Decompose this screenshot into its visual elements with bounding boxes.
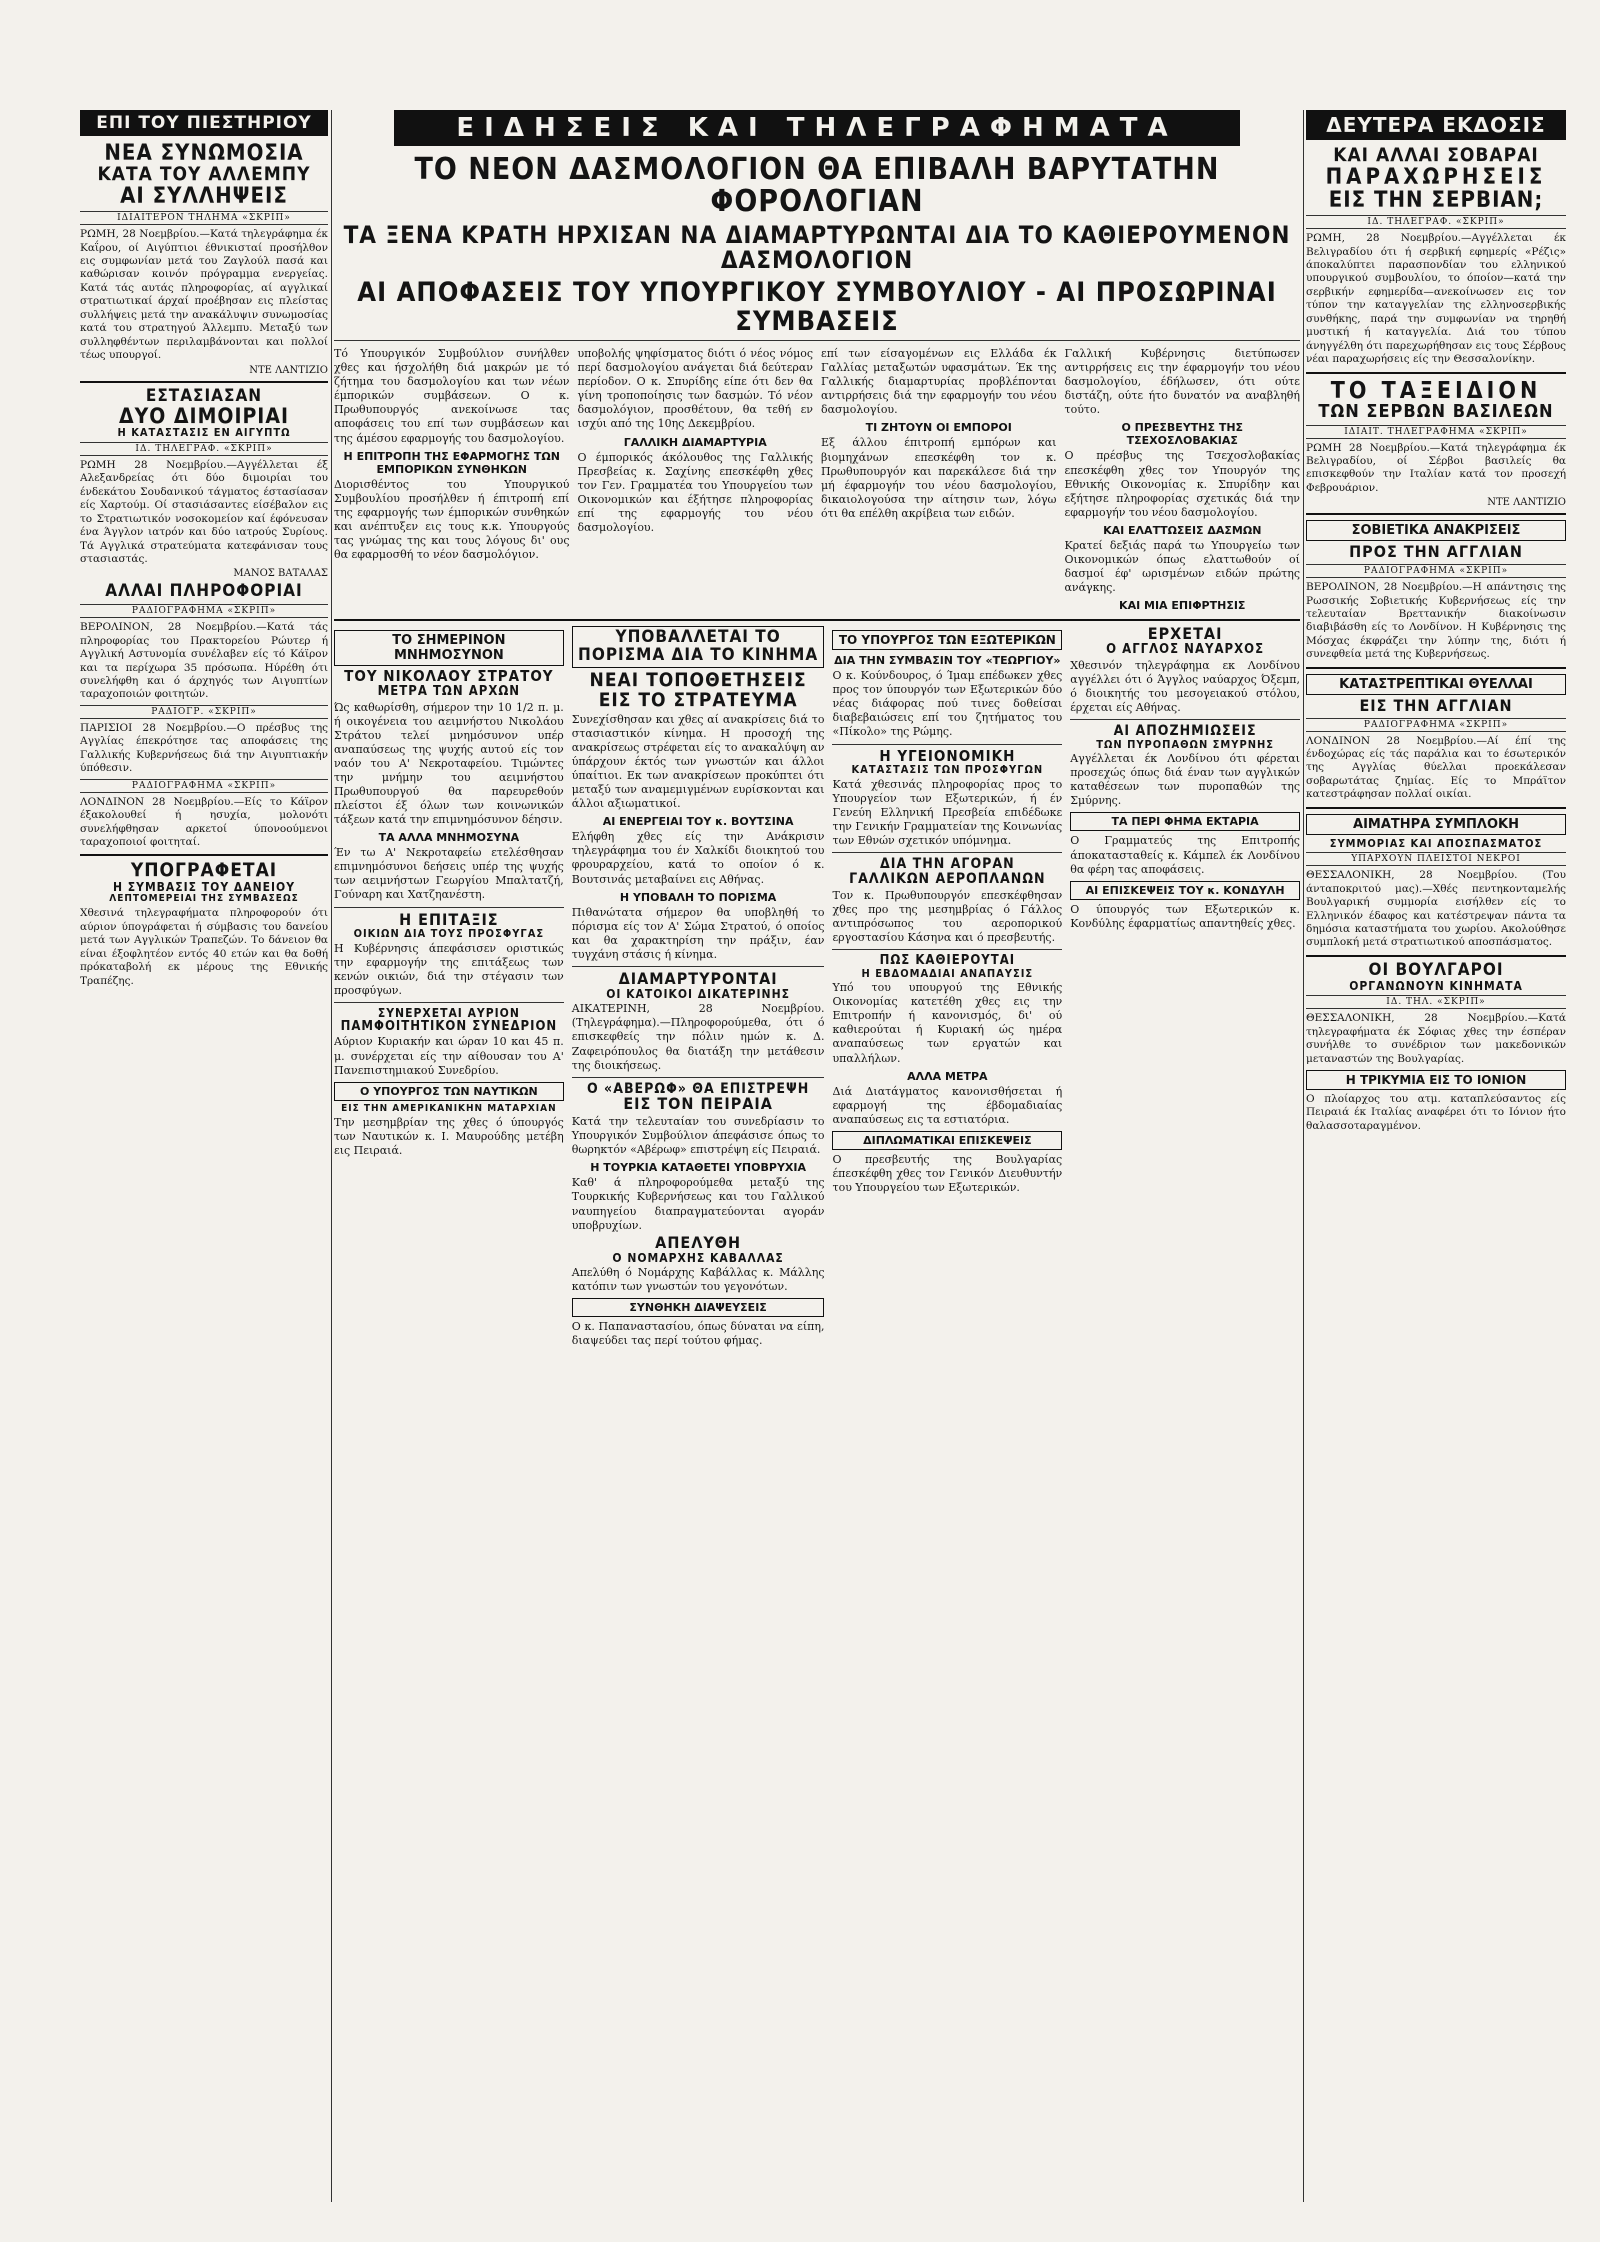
right-h1-3: ΕΙΣ ΤΗΝ ΣΕΡΒΙΑΝ; xyxy=(1328,188,1544,214)
column-rule xyxy=(331,110,332,2202)
right-h5-1: ΑΙΜΑΤΗΡΑ ΣΥΜΠΛΟΚΗ xyxy=(1306,814,1566,835)
requisition-headline-2: ΟΙΚΙΩΝ ΔΙΑ ΤΟΥΣ ΠΡΟΣΦΥΓΑΣ xyxy=(353,927,545,941)
right-signature-2: ΝΤΕ ΛΑΝΤΙΖΙΟ xyxy=(1487,497,1566,509)
left-kicker-5: ΡΑΔΙΟΓΡΑΦΗΜΑ «ΣΚΡΙΠ» xyxy=(80,779,328,793)
verdict-subhead: ΑΙ ΕΝΕΡΓΕΙΑΙ ΤΟΥ κ. ΒΟΥΤΣΙΝΑ xyxy=(602,815,794,829)
tariff-col-b-2: Ο έμπορικός άκόλουθος της Γαλλικής Πρεσβείας κ. Σαχίνης επεσκέφθη χθες τον Γεν. Γραμματέα του Υπουργείου των Οικονομικών και έξήτησε πληροφορίας επί της εφαρμογής του νέου δασμολογίου. xyxy=(577,450,813,534)
left-story-2: ΡΩΜΗ 28 Νοεμβρίου.—Αγγέλλεται έξ Αλεξανδρείας ότι δύο διμοιρίαι του ένδεκάτου Σουδανικού τάγματος έστασίασαν είς Χαρτούμ. Οί στασιάσαντες είσέβαλον εις το Στρατιωτικόν νοσοκομείον καί έφόνευσαν ένα Άγγλον ιατρόν και δύο ιατρούς Συρίους. Τά Αγγλικά στρατεύματα κατεφάνισαν τους στασιαστάς. xyxy=(80,458,328,565)
admiral-headline-1: ΕΡΧΕΤΑΙ xyxy=(1147,624,1223,644)
tariff-col-d: Γαλλική Κυβέρνησις διετύπωσεν αντιρρήσεις εις την έφαρμογήν του νέου δασμολογίου, έδήλωσεν, ότι ούτε διστάζη, ούτε ήτο δυνατόν να αναβληθή τούτο. xyxy=(1064,347,1300,417)
foreign-minister-headline: ΤΟ ΥΠΟΥΡΓΟΣ ΤΩΝ ΕΞΩΤΕΡΙΚΩΝ xyxy=(832,630,1062,650)
tariff-story-grid xyxy=(334,345,1300,614)
left-kicker-2: ΙΔ. ΤΗΛΕΓΡΑΦ. «ΣΚΡΙΠ» xyxy=(80,442,328,456)
right-story-1: ΡΩΜΗ, 28 Νοεμβρίου.—Αγγέλλεται έκ Βελιγραδίου ότι ή σερβική εφημερίς «Ρέζις» άποκαλύπτει παρασπονδίαν του ελληνικού υπουργικού συμβουλίου, το όποίον—κατά την σερβικήν εφημερίδα—ανεκοίνωσεν εις τον τύπον την καταγγελίαν της ελληνοσερβικής συνθήκης, παρά την συμφωνίαν να τηρηθή μυστική ή καταγγελία. Διά του τύπου άνηγγέλθη ότι παρεχωρήθησαν εις τους Σέρβους νέαι παραχωρήσεις είς την Θεσσαλονίκην. xyxy=(1306,232,1566,366)
verdict-headline-2: ΝΕΑΙ ΤΟΠΟΘΕΤΗΣΕΙΣ ΕΙΣ ΤΟ ΣΤΡΑΤΕΥΜΑ xyxy=(589,668,807,711)
navy-headline-1: Ο ΥΠΟΥΡΓΟΣ ΤΩΝ ΝΑΥΤΙΚΩΝ xyxy=(334,1082,564,1101)
mid-headline-2: ΤΑ ΞΕΝΑ ΚΡΑΤΗ ΗΡΧΙΣΑΝ ΝΑ ΔΙΑΜΑΡΤΥΡΩΝΤΑΙ ΔΙΑ ΤΟ ΚΑΘΙΕΡΟΥΜΕΝΟΝ ΔΑΣΜΟΛΟΓΙΟΝ xyxy=(343,221,1291,275)
left-headline-3: ΑΙ ΣΥΛΛΗΨΕΙΣ xyxy=(120,184,288,210)
right-kicker-4: ΡΑΔΙΟΓΡΑΦΗΜΑ «ΣΚΡΙΠ» xyxy=(1306,718,1566,732)
memorial-headline-3: ΜΕΤΡΑ ΤΩΝ ΑΡΧΩΝ xyxy=(377,683,521,699)
right-h3-1: ΣΟΒΙΕΤΙΚΑ ΑΝΑΚΡΙΣΕΙΣ xyxy=(1306,520,1566,541)
right-h4-1: ΚΑΤΑΣΤΡΕΠΤΙΚΑΙ ΘΥΕΛΛΑΙ xyxy=(1306,674,1566,695)
tariff-col-a-2: Διορισθέντος του Υπουργικού Συμβουλίου προσήλθεν ή έπιτροπή επί της εφαρμογής των έμπορικών συνθηκών και ανέπτυξεν εις τους κ.κ. Υπουργούς τας γνώμας της και τους λόγους δι' ους θα εφαρμοσθή το νέον δασμολόγιον. xyxy=(334,477,570,561)
congress-headline-1: ΣΥΝΕΡΧΕΤΑΙ ΑΥΡΙΟΝ xyxy=(377,1006,520,1021)
dismissed-headline-2: Ο ΝΟΜΑΡΧΗΣ ΚΑΒΑΛΛΑΣ xyxy=(612,1250,784,1265)
tariff-col-b-subhead: ΓΑΛΛΙΚΗ ΔΙΑΜΑΡΤΥΡΙΑ xyxy=(623,435,767,449)
tariff-col-d-3: Κρατεί δεξιάς παρά τω Υπουργείω των Οικονομικών όπως ελαττωθούν οί δασμοί έφ' ωρισμένων ειδών πρώτης ανάγκης. xyxy=(1064,538,1300,595)
memorial-story-2: Έν τω Α' Νεκροταφείω ετελέσθησαν επιμνημόσυνοι δεήσεις υπέρ της ψυχής των αειμνήστων Γεωργίου Μπαλτατζή, Γούναρη και Χατζηανέστη. xyxy=(334,846,564,902)
right-kicker-1: ΙΔ. ΤΗΛΕΓΡΑΦ. «ΣΚΡΙΠ» xyxy=(1306,215,1566,229)
right-column xyxy=(1306,110,1566,2202)
right-story-7: Ο πλοίαρχος του ατμ. καταπλεύσαντος είς Πειραιά έκ Ιταλίας αναφέρει ότι το Ιόνιον ήτο θαλασσοταραγμένον. xyxy=(1306,1093,1566,1132)
tariff-col-c-2: Εξ άλλου έπιτροπή εμπόρων και βιομηχάνων επεσκέφθη τον κ. Πρωθυπουργόν και παρεκάλεσε διά την μή έφαρμογήν του νέου δασμολογίου, δικαιολογούσα την αίτησιν των, λόγω ότι θα επέλθη ακρίβεια των ειδών. xyxy=(821,436,1057,520)
right-story-3: ΒΕΡΟΛΙΝΟΝ, 28 Νοεμβρίου.—Η απάντησις της Ρωσσικής Σοβιετικής Κυβερνήσεως είς την τελευταίαν Βρεττανικήν διακοίνωσιν διαβιβάσθη είς το Λονδίνον. Η Κυβέρνησις της Μόσχας έκφράζει την λύπην της, διότι ή συνεφθεία μετά της Κυβερνήσεως. xyxy=(1306,581,1566,661)
left-h4-3: ΛΕΠΤΟΜΕΡΕΙΑΙ ΤΗΣ ΣΥΜΒΑΣΕΩΣ xyxy=(109,892,299,904)
averof-story: Κατά την τελευταίαν του συνεδρίασιν το Υπουργικόν Συμβούλιον άπεφάσισε όπως το θωρηκτόν «Αβέρωφ» επιστρέψη είς Πειραιά. xyxy=(571,1115,825,1157)
left-story-3: ΒΕΡΟΛΙΝΟΝ, 28 Νοεμβρίου.—Κατά τάς πληροφορίας του Πρακτορείου Ρώυτερ ή Αγγλική Αστυνομία συνέλαβεν είς τό Κάϊρον και τα περίχωρα 35 πρόσωπα. Ηύρέθη ότι συνελήφθη και ό άρχηγός των Αιγυπτίων ταραχοποιών φοιτητών. xyxy=(80,621,328,701)
tariff-col-c-subhead: ΤΙ ΖΗΤΟΥΝ ΟΙ ΕΜΠΟΡΟΙ xyxy=(865,421,1012,435)
right-story-4: ΛΟΝΔΙΝΟΝ 28 Νοεμβρίου.—Αί έπί της ένδοχώρας είς τάς παράλια και το έσωτερικόν της Αγγλίας θύελλαι προεκάλεσαν σοβαρωτάτας ζημίας. Είς το Μπράϊτον κατεστράφησαν πολλαί οικίαι. xyxy=(1306,734,1566,801)
navy-headline-2: ΕΙΣ ΤΗΝ ΑΜΕΡΙΚΑΝΙΚΗΝ ΜΑΤΑΡΧΙΑΝ xyxy=(341,1102,557,1114)
right-h6-2: ΟΡΓΑΝΩΝΟΥΝ ΚΙΝΗΜΑΤΑ xyxy=(1349,978,1523,993)
admiral-story: Χθεσινόν τηλεγράφημα εκ Λονδίνου αγγέλλει ότι ό Άγγλος ναύαρχος Όξεμπ, ό διοικητής του μεσογειακού στόλου, έρχεται είς Αθήνας. xyxy=(1070,658,1300,714)
submarine-subhead: Η ΤΟΥΡΚΙΑ ΚΑΤΑΘΕΤΕΙ ΥΠΟΒΡΥΧΙΑ xyxy=(590,1161,806,1175)
right-kicker-3: ΡΑΔΙΟΓΡΑΦΗΜΑ «ΣΚΡΙΠ» xyxy=(1306,564,1566,578)
mid-banner: ΕΙΔΗΣΕΙΣ ΚΑΙ ΤΗΛΕΓΡΑΦΗΜΑΤΑ xyxy=(394,110,1240,146)
verdict-story-3: Πιθανώτατα σήμερον θα υποβληθή το πόρισμα είς τον Α' Σώμα Στρατού, ό οποίος και θα χαρακτηρίση την πράξιν, έαν τυγχάνη στάσις ή κίνημα. xyxy=(571,905,825,961)
left-headline-2: ΚΑΤΑ ΤΟΥ ΑΛΛΕΜΠΥ xyxy=(97,163,311,186)
column-rule xyxy=(1303,110,1304,2202)
health-headline-1: Η ΥΓΕΙΟΝΟΜΙΚΗ xyxy=(879,746,1016,765)
compensation-headline-1: ΑΙ ΑΠΟΖΗΜΙΩΣΕΙΣ xyxy=(1113,722,1257,739)
congress-headline-2: ΠΑΜΦΟΙΤΗΤΙΚΟΝ ΣΥΝΕΔΡΙΟΝ xyxy=(340,1018,558,1034)
right-story-6: ΘΕΣΣΑΛΟΝΙΚΗ, 28 Νοεμβρίου.—Κατά τηλεγραφήματα έκ Σόφιας χθες την έσπέραν συνήλθε το συνέδριον των μακεδονικών μεταναστών της Βουλγαρίας. xyxy=(1306,1012,1566,1065)
health-story: Κατά χθεσινάς πληροφορίας προς το Υπουργείον των Εξωτερικών, ή έν Γενεύη Ελληνική Πρεσβεία επιδέδωκε την Γενικήν Γραμματείαν της Κοινωνίας των Εθνών σχετικόν υπόμνημα. xyxy=(832,777,1063,848)
tariff-col-d-2: Ο πρέσβυς της Τσεχοσλοβακίας επεσκέφθη χθες τον Υπουργόν της Εθνικής Οικονομίας κ. Σπυρίδην και εξήτησε πληροφορίας σχετικάς διά την εφαρμογήν του νέου δασμολογίου. xyxy=(1064,449,1300,519)
left-story-5: ΛΟΝΔΙΝΟΝ 28 Νοεμβρίου.—Είς το Κάϊρον έξακολουθεί ή ησυχία, μολονότι συνελήφθησαν αρκετοί ύπονοούμενοι ταραχοποιοί φοιτηταί. xyxy=(80,795,328,848)
left-headline-1: ΝΕΑ ΣΥΝΩΜΟΣΙΑ xyxy=(104,141,304,166)
right-h2-2: ΤΩΝ ΣΕΡΒΩΝ ΒΑΣΙΛΕΩΝ xyxy=(1318,400,1554,422)
protest-story: ΑΙΚΑΤΕΡΙΝΗ, 28 Νοεμβρίου. (Τηλεγράφημα).—Πληροφορούμεθα, ότι ό επισκεφθείς την πόλιν ημών κ. Δ. Ζαφειρόπουλος θα διατάξη την μετάθεσιν της διοικήσεως. xyxy=(571,1002,825,1072)
other-measures-subhead: ΑΛΛΑ ΜΕΤΡΑ xyxy=(907,1069,988,1083)
right-story-5: ΘΕΣΣΑΛΟΝΙΚΗ, 28 Νοεμβρίου. (Του άνταποκριτού μας).—Χθές πεντηκονταμελής Βουλγαρική συμμορία εισήλθεν είς το Ελληνικόν έδαφος και κατέστρεψαν πάντα τα δημόσια καταστήματα του χωρίου. Ακολούθησε συμπλοκή μετά στρατιωτικού αποσπάσματος. xyxy=(1306,869,1566,949)
right-h6-1: ΟΙ ΒΟΥΛΓΑΡΟΙ xyxy=(1368,959,1504,980)
compensation-story: Αγγέλλεται έκ Λονδίνου ότι φέρεται προσεχώς όπως διά έναν των αγγλικών καταθέσεων των πυροπαθών της Σμύρνης. xyxy=(1070,752,1300,808)
requisition-story: Η Κυβέρνησις άπεφάσισεν οριστικώς την εφαρμογήν της επιτάξεως των κενών οικιών, διά την στέγασιν των προσφύγων. xyxy=(334,941,564,998)
right-kicker-2: ΙΔΙΑΙΤ. ΤΗΛΕΓΡΑΦΗΜΑ «ΣΚΡΙΠ» xyxy=(1306,425,1566,439)
right-kicker-6: ΙΔ. ΤΗΛ. «ΣΚΡΙΠ» xyxy=(1306,995,1566,1009)
verdict-story: Συνεχίσθησαν και χθες αί ανακρίσεις διά το στασιαστικόν κίνημα. Η προσοχή της ανακρίσεως στρέφεται είς το ανακαλύψη αν ύπάρχουν έκτός των γνωστών και άλλοι ύπαίτιοι. Εκ των ανακρίσεων προκύπτει ότι μεταξύ των αναμεμιγμένων ευρίσκονται και άλλοι αξιωματικοί. xyxy=(571,712,825,811)
memorial-story: Ώς καθωρίσθη, σήμερον την 10 1/2 π. μ. ή οικογένεια του αειμνήστου Νικολάου Στράτου τελεί μνημόσυνον υπέρ αναπαύσεως της ψυχής αυτού είς τον ναόν του Α' Νεκροταφείου. Τιμώντες την μνήμην του αειμνήστου Πρωθυπουργού θα παρευρεθούν πλείστοι έξ όλων των κοινωνικών τάξεων κατά την επιμνημόσυνον δέησιν. xyxy=(334,700,564,827)
compensation-headline-2: ΤΩΝ ΠΥΡΟΠΑΘΩΝ ΣΜΥΡΝΗΣ xyxy=(1096,737,1275,751)
right-masthead: ΔΕΥΤΕΡΑ ΕΚΔΟΣΙΣ xyxy=(1306,110,1566,140)
tariff-col-a: Τό Υπουργικόν Συμβούλιον συνήλθεν χθες και ήσχολήθη διά μακρών με τό ζήτημα του δασμολογίου και των νέων έμπορικών συμβάσεων. Ο κ. Πρωθυπουργός ανεκοίνωσε τας αποφάσεις του επί των συμβάσεων και της άμέσου εφαρμογής του δασμολογίου. xyxy=(334,347,570,445)
left-h2-1: ΕΣΤΑΣΙΑΣΑΝ xyxy=(145,385,263,406)
diplomatic-headline: ΔΙΠΛΩΜΑΤΙΚΑΙ ΕΠΙΣΚΕΨΕΙΣ xyxy=(832,1131,1062,1150)
verdict-story-2: Ελήφθη χθες είς την Ανάκρισιν τηλεγράφημα του έν Χαλκίδι διοικητού του φρουραρχείου, κατά το οποίον ό κ. Βουτσινάς μεταβαίνει εις Αθήνας. xyxy=(571,830,825,886)
left-kicker-3: ΡΑΔΙΟΓΡΑΦΗΜΑ «ΣΚΡΙΠ» xyxy=(80,604,328,618)
requisition-headline-1: Η ΕΠΙΤΑΞΙΣ xyxy=(399,909,499,929)
diplomatic-story: Ο πρεσβευτής της Βουλγαρίας έπεσκέφθη χθες τον Γενικόν Διευθυντήν του Υπουργείου των Εξωτερικών. xyxy=(832,1152,1063,1194)
protest-headline-1: ΔΙΑΜΑΡΤΥΡΟΝΤΑΙ xyxy=(618,968,778,988)
averof-headline-2: ΕΙΣ ΤΟΝ ΠΕΙΡΑΙΑ xyxy=(623,1094,773,1114)
memorial-headline-1: ΤΟ ΣΗΜΕΡΙΝΟΝ ΜΝΗΜΟΣΥΝΟΝ xyxy=(334,630,564,666)
memorial-subhead: ΤΑ ΑΛΛΑ ΜΝΗΜΟΣΥΝΑ xyxy=(378,831,520,845)
left-signature-1: ΝΤΕ ΛΑΝΤΙΖΙΟ xyxy=(249,364,328,376)
denials-headline: ΣΥΝΘΗΚΗ ΔΙΑΨΕΥΣΕΙΣ xyxy=(572,1298,825,1317)
congress-story: Αύριον Κυριακήν και ώραν 10 και 45 π. μ. συνέρχεται είς την αίθουσαν του Α' Πανεπιστημιακού Συνεδρίου. xyxy=(334,1035,564,1077)
right-h5-2: ΣΥΜΜΟΡΙΑΣ ΚΑΙ ΑΠΟΣΠΑΣΜΑΤΟΣ xyxy=(1329,836,1543,850)
left-h2-2: ΔΥΟ ΔΙΜΟΙΡΙΑΙ xyxy=(119,404,289,429)
right-h1-2: ΠΑΡΑΧΩΡΗΣΕΙΣ xyxy=(1325,164,1547,190)
rest-headline-2: Η ΕΒΔΟΜΑΔΙΑΙ ΑΝΑΠΑΥΣΙΣ xyxy=(861,966,1034,980)
averof-headline-1: Ο «ΑΒΕΡΩΦ» ΘΑ ΕΠΙΣΤΡΕΨΗ xyxy=(586,1080,810,1097)
foreign-minister-subhead: ΔΙΑ ΤΗΝ ΣΥΜΒΑΣΙΝ ΤΟΥ «ΤΕΩΡΓΙΟΥ» xyxy=(834,654,1061,668)
navy-story: Την μεσημβρίαν της χθες ό ύπουργός των Ναυτικών κ. Ι. Μαυρούδης μετέβη εις Πειραιά. xyxy=(334,1116,564,1158)
tariff-col-b: υποβολής ψηφίσματος διότι ό νέος νόμος περί δασμολογίου ανάγεται διά δεύτεραν περίοδον. Ο κ. Σπυρίδης είπε ότι δεν θα γίνη τροποποίησις των δασμών. Τό νέον δασμολόγιον, προσθέτουν, θα τεθή εν ισχύι από της 10ης Δεκεμβρίου. xyxy=(577,347,813,431)
health-headline-2: ΚΑΤΑΣΤΑΣΙΣ ΤΩΝ ΠΡΟΣΦΥΓΩΝ xyxy=(851,763,1044,777)
foreign-minister-story: Ο κ. Κούνδουρος, ό Ίμαμ επέδωκεν χθες προς τον ύπουργόν των Εξωτερικών δύο νέας διάφορας πού τινες δοθείσαι διαβεβαιώσεις επί του ζητήματος του «Πίκολο» της Ρώμης. xyxy=(832,669,1063,739)
right-h2-1: ΤΟ ΤΑΞΕΙΔΙΟΝ xyxy=(1330,377,1542,404)
left-signature-2: ΜΑΝΟΣ ΒΑΤΑΛΑΣ xyxy=(233,568,328,580)
dismissed-headline-1: ΑΠΕΛΥΘΗ xyxy=(655,1232,742,1252)
left-story-1: ΡΩΜΗ, 28 Νοεμβρίου.—Κατά τηλεγράφημα έκ Καΐρου, οί Αιγύπτιοι έθνικισταί προσήλθον εις συμφωνίαν μετά του Ζαγλούλ πασά και καθώρισαν κοινόν πρόγραμμα ενεργείας. Κατά τάς αυτάς πληροφορίας, αί αγγλικαί στρατιωτικαί άρχαί προέβησαν εις πλείστας συλλήψεις μετά την ανακάλυψιν συνωμοσίας κατά του στρατηγού Άλλεμπυ. Μεταξύ των συλληφθέντων περιλαμβάνονται και πολλοί τέως υπουργοί. xyxy=(80,228,328,362)
left-kicker-1: ΙΔΙΑΙΤΕΡΟΝ ΤΗΛΗΜΑ «ΣΚΡΙΠ» xyxy=(80,211,328,225)
right-h7: Η ΤΡΙΚΥΜΙΑ ΕΙΣ ΤΟ ΙΟΝΙΟΝ xyxy=(1306,1070,1566,1090)
planes-headline-2: ΓΑΛΛΙΚΩΝ ΑΕΡΟΠΛΑΝΩΝ xyxy=(849,870,1046,887)
left-story-6: Χθεσινά τηλεγραφήματα πληροφορούν ότι αύριον ύπογράφεται ή σύμβασις του δανείου μετά των Αγγλικών Τραπεζών. Το δάνειον θα είναι έξοφλητέον εντός 40 ετών και θα δοθή πρόκαταβολή εκ μέρους της Εθνικής Τραπέζης. xyxy=(80,907,328,987)
left-h2-3: Η ΚΑΤΑΣΤΑΣΙΣ ΕΝ ΑΙΓΥΠΤΩ xyxy=(117,426,291,440)
right-h4-2: ΕΙΣ ΤΗΝ ΑΓΓΛΙΑΝ xyxy=(1359,695,1513,715)
verdict-headline-1: ΥΠΟΒΑΛΛΕΤΑΙ ΤΟ ΠΟΡΙΣΜΑ ΔΙΑ ΤΟ ΚΙΝΗΜΑ xyxy=(572,626,825,668)
kondylis-headline: ΑΙ ΕΠΙΣΚΕΨΕΙΣ ΤΟΥ κ. ΚΟΝΔΥΛΗ xyxy=(1070,881,1300,900)
left-story-4: ΠΑΡΙΣΙΟΙ 28 Νοεμβρίου.—Ο πρέσβυς της Αγγλίας έπεκρότησε τας αποφάσεις της Γαλλικής Κυβερνήσεως διά την Αιγυπτιακήν ύπόθεσιν. xyxy=(80,721,328,775)
tariff-col-d-subhead: Ο ΠΡΕΣΒΕΥΤΗΣ ΤΗΣ ΤΣΕΧΟΣΛΟΒΑΚΙΑΣ xyxy=(1121,421,1244,448)
mid-headline-3: ΑΙ ΑΠΟΦΑΣΕΙΣ ΤΟΥ ΥΠΟΥΡΓΙΚΟΥ ΣΥΜΒΟΥΛΙΟΥ - ΑΙ ΠΡΟΣΩΡΙΝΑΙ ΣΥΜΒΑΣΕΙΣ xyxy=(357,277,1277,337)
memorial-headline-2: ΤΟΥ ΝΙΚΟΛΑΟΥ ΣΤΡΑΤΟΥ xyxy=(344,667,554,686)
kondylis-story: Ο ύπουργός των Εξωτερικών κ. Κονδύλης έφαρματίως απαντηθείς χθες. xyxy=(1070,902,1300,930)
tariff-col-d-subhead-3: ΚΑΙ ΜΙΑ ΕΠΙΦΡΤΗΣΙΣ xyxy=(1119,599,1246,613)
tariff-col-d-subhead-2: ΚΑΙ ΕΛΑΤΤΩΣΕΙΣ ΔΑΣΜΩΝ xyxy=(1103,523,1262,537)
tariff-col-a-subhead: Η ΕΠΙΤΡΟΠΗ ΤΗΣ ΕΦΑΡΜΟΓΗΣ ΤΩΝ ΕΜΠΟΡΙΚΩΝ ΣΥΝΘΗΚΩΝ xyxy=(343,449,560,476)
left-h4-2: Η ΣΥΜΒΑΣΙΣ ΤΟΥ ΔΑΝΕΙΟΥ xyxy=(112,880,296,895)
middle-column xyxy=(334,110,1300,2202)
other-measures-story: Διά Διατάγματος κανονισθήσεται ή εφαρμογή της έβδομαδιαίας αναπαύσεως εις τα εστιατόρια. xyxy=(832,1084,1063,1126)
right-story-2: ΡΩΜΗ 28 Νοεμβρίου.—Κατά τηλεγράφημα έκ Βελιγραδίου, οί Σέρβοι βασιλείς θα επισκεφθούν την Ιταλίαν κατά τον προσεχή Φεβρουάριον. xyxy=(1306,441,1566,494)
left-column xyxy=(80,110,328,2202)
planes-headline-1: ΔΙΑ ΤΗΝ ΑΓΟΡΑΝ xyxy=(880,856,1015,873)
left-masthead: ΕΠΙ ΤΟΥ ΠΙΕΣΤΗΡΙΟΥ xyxy=(80,110,328,136)
planes-story: Τον κ. Πρωθυπουργόν επεσκέφθησαν χθες προ της μεσημβρίας ό Γάλλος αντιπρόσωπος του αεροπορικού εργοστασίου Κάσηνα και ό πρεσβευτής. xyxy=(832,888,1063,944)
right-kicker-5: ΥΠΑΡΧΟΥΝ ΠΛΕΙΣΤΟΙ ΝΕΚΡΟΙ xyxy=(1306,852,1566,866)
protest-headline-2: ΟΙ ΚΑΤΟΙΚΟΙ ΔΙΚΑΤΕΡΙΝΗΣ xyxy=(606,986,790,1001)
dismissed-story: Απελύθη ό Νομάρχης Καβάλλας κ. Μάλλης κατόπιν των γνωστών του γεγονότων. xyxy=(571,1266,825,1294)
left-kicker-4: ΡΑΔΙΟΓΡ. «ΣΚΡΙΠ» xyxy=(80,705,328,719)
lower-story-grid xyxy=(334,626,1300,1350)
rumour-story: Ο Γραμματεύς της Επιτροπής άποκατασταθείς κ. Κάμπελ έκ Λονδίνου θα φέρη τας αποφάσεις. xyxy=(1070,834,1300,876)
rest-headline-1: ΠΩΣ ΚΑΘΙΕΡΟΥΤΑΙ xyxy=(879,952,1016,968)
verdict-subhead-2: Η ΥΠΟΒΑΛΗ ΤΟ ΠΟΡΙΣΜΑ xyxy=(619,890,777,904)
submarine-story: Καθ' ά πληροφορούμεθα μεταξύ της Τουρκικής Κυβερνήσεως και του Γαλλικού ναυπηγείου διαπραγματεύονται αγοράν υποβρυχίων. xyxy=(571,1176,825,1232)
right-h3-2: ΠΡΟΣ ΤΗΝ ΑΓΓΛΙΑΝ xyxy=(1349,542,1523,562)
admiral-headline-2: Ο ΑΓΓΛΟΣ ΝΑΥΑΡΧΟΣ xyxy=(1106,641,1265,657)
rumour-headline: ΤΑ ΠΕΡΙ ΦΗΜΑ ΕΚΤΑΡΙΑ xyxy=(1070,812,1300,831)
rest-story: Υπό του υπουργού της Εθνικής Οικονομίας κατετέθη χθες εις την Επιτροπήν ή κανονισμός, δι' ού καθιερούται ή Κυριακή ώς ημέρα αναπαύσεως των εργατών και υπαλλήλων. xyxy=(832,981,1063,1065)
tariff-col-c: επί των είσαγομένων εις Ελλάδα έκ Γαλλίας μεταξωτών υφασμάτων. Έκ της Γαλλικής διαμαρτυρίας προβλέπονται αντιρρήσεις διά την εφαρμογήν του νέου δασμολογίου. xyxy=(821,347,1057,417)
denials-story: Ο κ. Παπαναστασίου, όπως δύναται να είπη, διαψεύδει τας περί τούτου φήμας. xyxy=(571,1320,825,1348)
right-h1-1: ΚΑΙ ΑΛΛΑΙ ΣΟΒΑΡΑΙ xyxy=(1333,144,1539,166)
left-h3: ΑΛΛΑΙ ΠΛΗΡΟΦΟΡΙΑΙ xyxy=(105,581,303,602)
mid-headline-1: ΤΟ ΝΕΟΝ ΔΑΣΜΟΛΟΓΙΟΝ ΘΑ ΕΠΙΒΑΛΗ ΒΑΡΥΤΑΤΗΝ ΦΟΡΟΛΟΓΙΑΝ xyxy=(414,152,1220,219)
left-h4-1: ΥΠΟΓΡΑΦΕΤΑΙ xyxy=(130,859,278,882)
